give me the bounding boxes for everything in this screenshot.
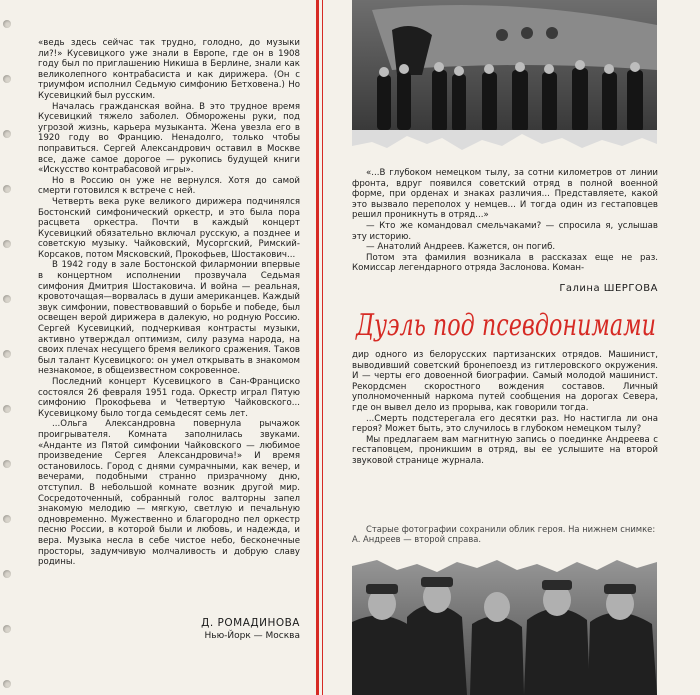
paragraph: «ведь здесь сейчас так трудно, голодно, до музыки ли?!» Кусевицкого уже знали в Европе, где он в 1908 году был по приглашению Никиша в Берлине, знали как великолепного контрабасиста и как дирижера. (Он с триумфом исполнил Седьмую симфонию Бетховена.) Но Кусевицкий был русским. (38, 38, 300, 101)
paragraph: Но в Россию он уже не вернулся. Хотя до самой смерти готовился к встрече с ней. (38, 175, 300, 197)
binder-hole (3, 185, 11, 193)
article-author: Галина ШЕРГОВА (559, 283, 658, 294)
author-place: Нью-Йорк — Москва (204, 631, 300, 641)
paragraph: Потом эта фамилия возникала в рассказах еще не раз. Комиссар легендарного отряда Заслонова. Коман- (352, 252, 658, 274)
paragraph: — Анатолий Андреев. Кажется, он погиб. (366, 242, 556, 253)
torn-edge (352, 552, 657, 578)
paragraph: Началась гражданская война. В это трудное время Кусевицкий тяжело заболел. Обморожены руки, под угрозой жизнь, карьера музыканта. Жена увезла его в 1920 году во Францию. Ненадолго, только чтобы поправиться. Сергей Александрович оставил в Москве все, даже самое дорогое — рукопись будущей книги «Искусство контрабасовой игры». (38, 101, 300, 176)
paragraph: В 1942 году в зале Бостонской филармонии впервые в концертном исполнении прозвучала Седьмая симфония Дмитрия Шостаковича. И война — реальная, кровоточащая—ворвалась в души американцев. Каждый звук симфонии, повествовавший о борьбе и победе, был освещен верой дирижера в далекую, но родную Россию. Сергей Кусевицкий, подчеркивая контрасты музыки, активно утверждал оптимизм, силу разума народа, на своих плечах несущего бремя великого сражения. Таков был талант Кусевицкого: он умел открывать в знакомом незнакомое, в общеизвестном сокровенное. (38, 260, 300, 377)
paragraph: ...Смерть подстерегала его десятки раз. Но настигла ли она героя? Может быть, это случилось в глубоком немецком тылу? (352, 413, 658, 435)
article-right-bottom-text (352, 350, 658, 467)
article-title-script (352, 295, 664, 350)
paragraph: Мы предлагаем вам магнитную запись о поединке Андреева с гестаповцем, проникшим в отряд, вы ее услышите на второй звуковой странице журнала. (352, 434, 658, 466)
binder-hole (3, 20, 11, 28)
binder-holes (0, 0, 14, 695)
article-signature (38, 617, 300, 641)
paragraph: — Кто же командовал смельчаками? — спросила я, услышав эту историю. (352, 220, 658, 242)
photo-caption: Старые фотографии сохранили облик героя. На нижнем снимке: А. Андреев — второй справа. (352, 524, 656, 545)
paragraph: Последний концерт Кусевицкого в Сан-Франциско состоялся 26 февраля 1951 года. Оркестр играл Пятую симфонию Прокофьева и Четвертую Чайковского... Кусевицкому было тогда семьдесят семь лет. (38, 377, 300, 419)
binder-hole (3, 295, 11, 303)
binder-hole (3, 350, 11, 358)
photo-partisans-airplane (352, 0, 657, 158)
binder-hole (3, 240, 11, 248)
article-left-column (38, 38, 300, 678)
title-text: Дуэль под псевдонимами (354, 308, 656, 343)
photo-andreev-group (352, 552, 657, 695)
article-right-top-text (352, 168, 658, 274)
binder-hole (3, 405, 11, 413)
binder-hole (3, 460, 11, 468)
paragraph: ...Ольга Александровна повернула рычажок проигрывателя. Комната заполнилась звуками. «Анданте из Пятой симфонии Чайковского — любимое произведение Сергея Александровича!» И время остановилось. Город с днями сумрачными, как вечер, и вечерами, подобными странно призрачному дню, отступил. В небольшой комнате возник другой мир. Сосредоточенный, собранный голос валторны запел знакомую мелодию — мягкую, светлую и печальную одновременно. Мужественно и благородно пел оркестр песню России, в которой были и любовь, и надежда, и вера. Музыка несла в себе чистое небо, бесконечные просторы, задумчивую молчаливость и добрую славу родины. (38, 419, 300, 568)
binder-hole (3, 570, 11, 578)
binder-hole (3, 130, 11, 138)
red-divider (316, 0, 319, 695)
author-name: Д. РОМАДИНОВА (201, 617, 300, 629)
binder-hole (3, 75, 11, 83)
torn-edge (352, 128, 657, 158)
red-divider-thin (322, 0, 323, 695)
paragraph: дир одного из белорусских партизанских отрядов. Машинист, выводивший советский бронепоезд из гитлеровского окружения. И — черты его довоенной биографии. Самый молодой машинист. Рекордсмен скоростного вождения составов. Личный уполномоченный наркома путей сообщения на дорогах Севера, где он вывел дело из прорыва, как говорили тогда. (352, 350, 658, 413)
paragraph: Четверть века руке великого дирижера подчинялся Бостонский симфонический оркестр, и это была пора расцвета оркестра. Почти в каждый концерт Кусевицкий обязательно включал русскую, а позднее и советскую музыку. Чайковский, Мусоргский, Римский-Корсаков, потом Мясковский, Прокофьев, Шостакович... (38, 196, 300, 260)
title-handwriting (352, 295, 664, 350)
binder-hole (3, 625, 11, 633)
paragraph: «...В глубоком немецком тылу, за сотни километров от линии фронта, вдруг появился советский отряд в полной военной форме, при орденах и знаках различия... Представляете, какой это вызвало переполох у немцев... И тогда один из гестаповцев решил проникнуть в отряд...» (352, 168, 658, 221)
binder-hole (3, 680, 11, 688)
binder-hole (3, 515, 11, 523)
